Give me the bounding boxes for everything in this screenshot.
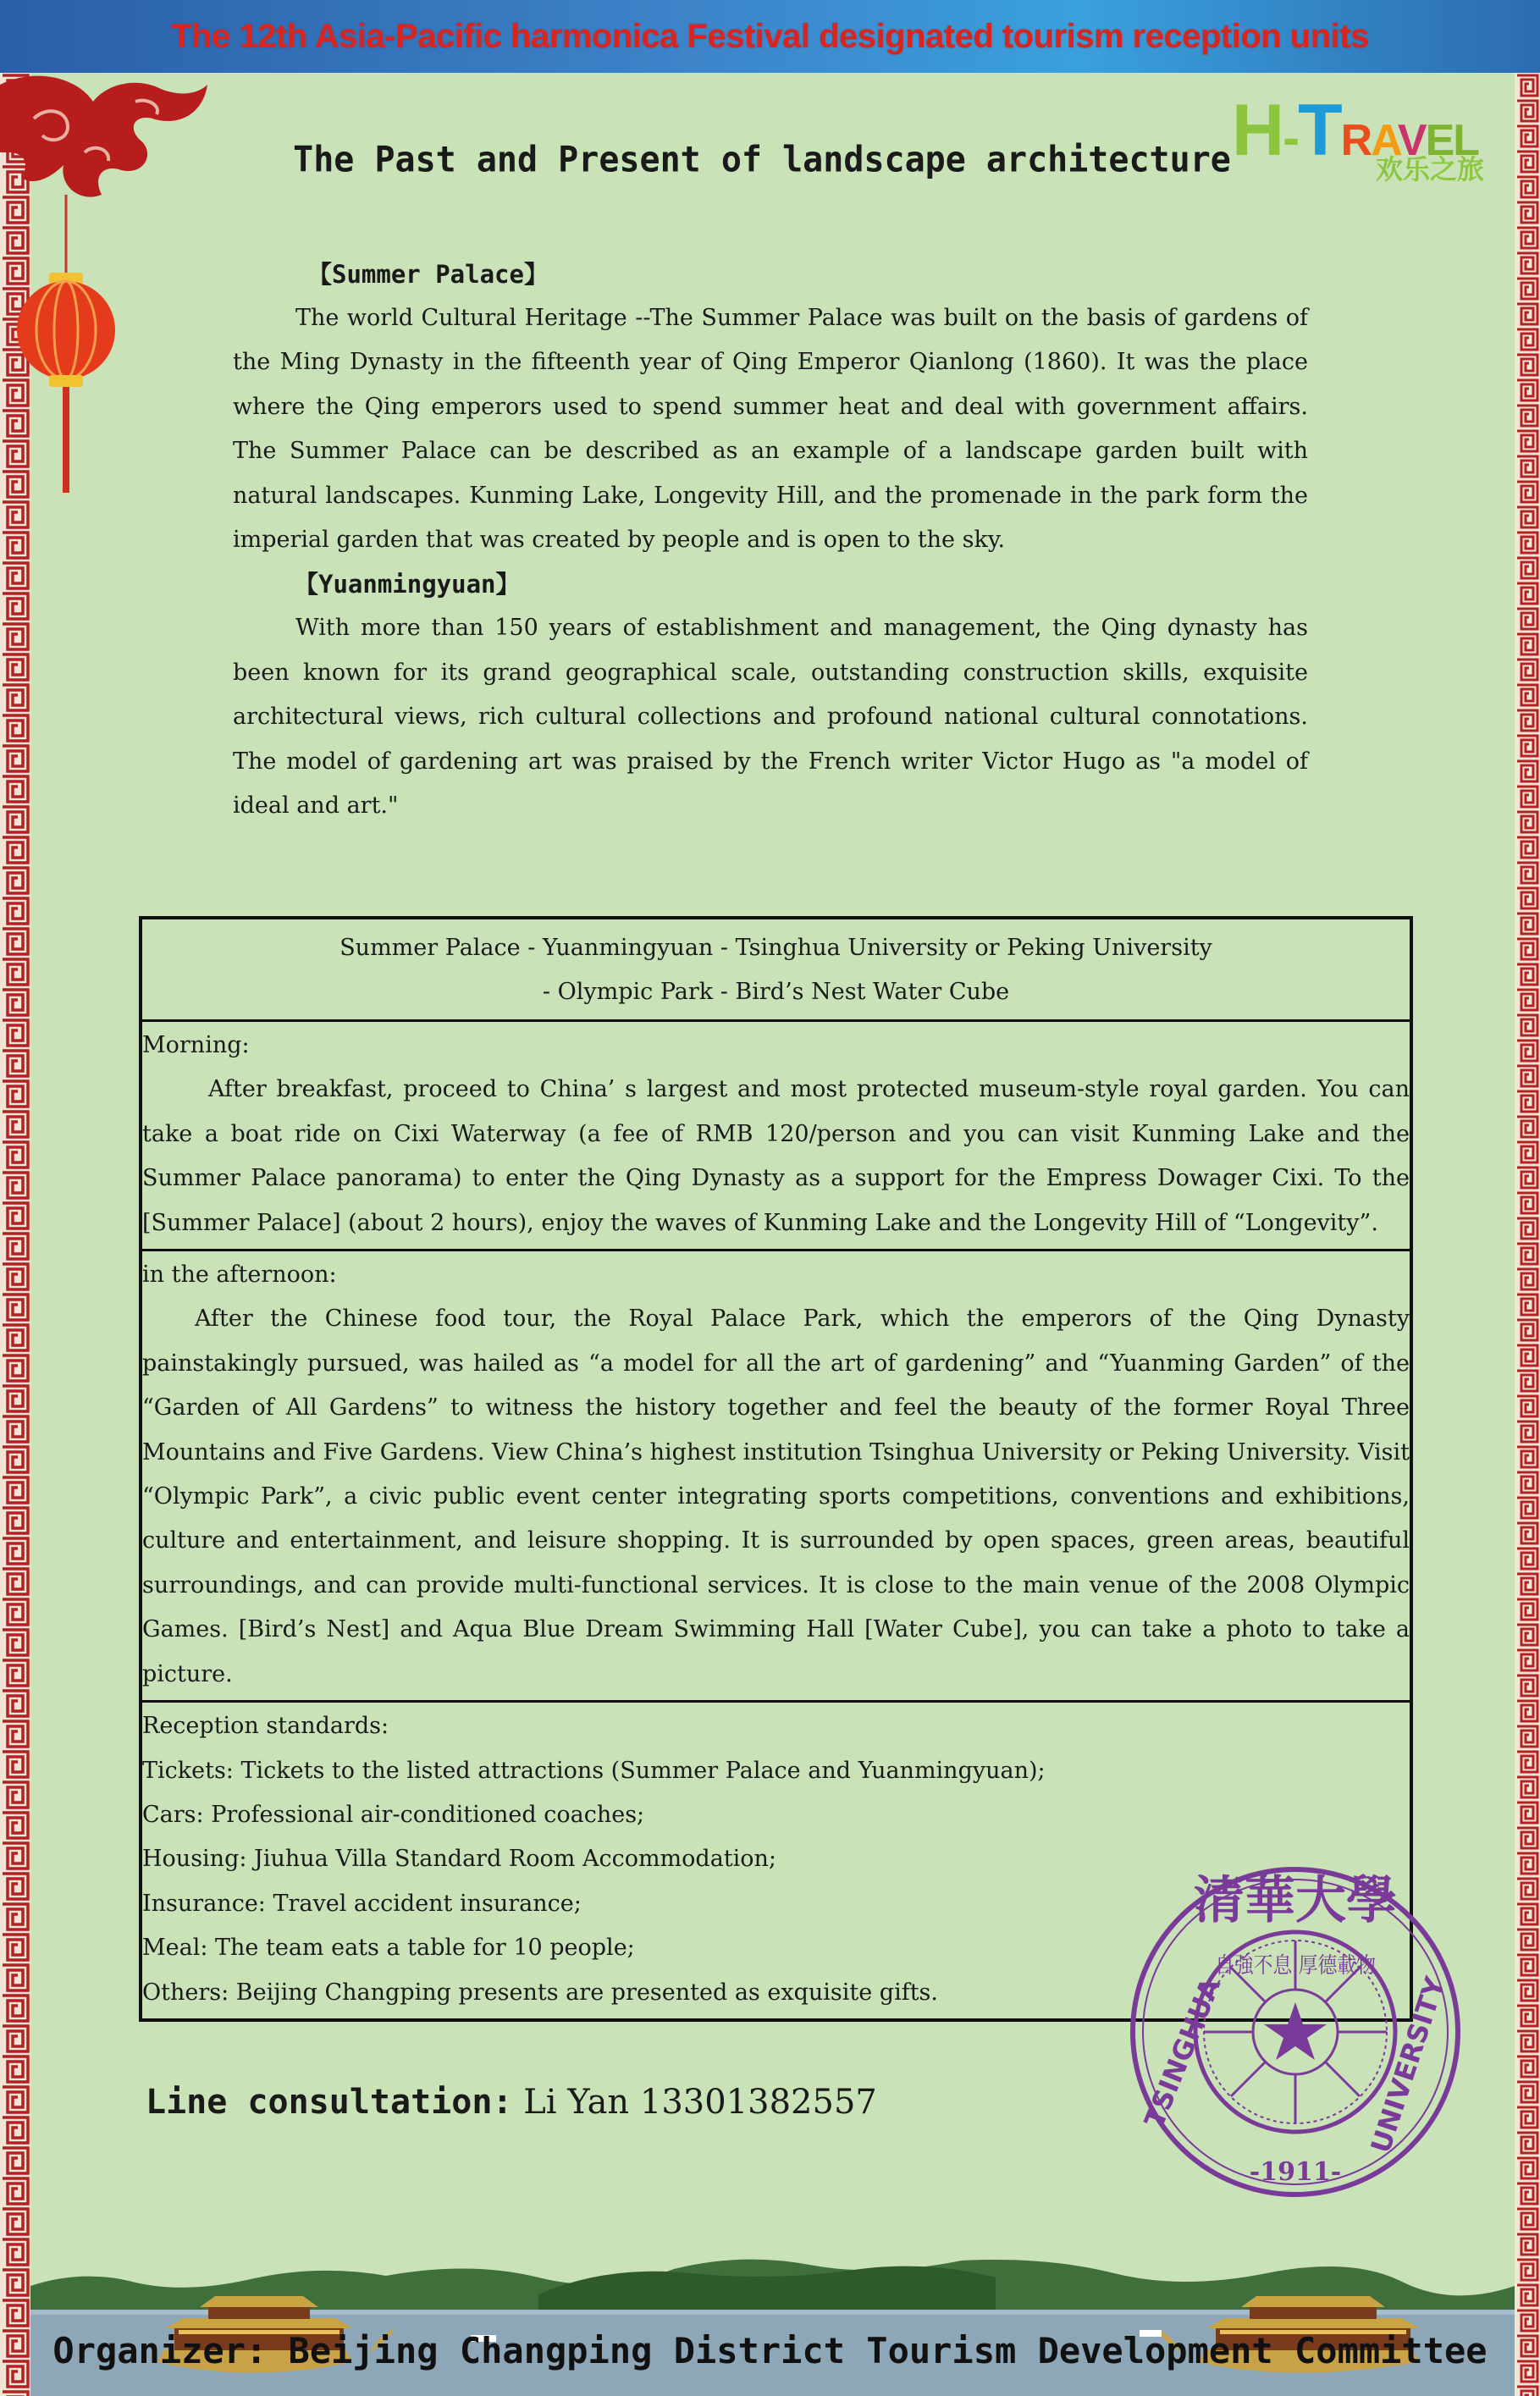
red-lantern <box>15 195 125 503</box>
afternoon-label: in the afternoon: <box>142 1261 337 1289</box>
standard-insurance: Insurance: Travel accident insurance; <box>142 1890 582 1917</box>
seal-left-text: TSINGHUA <box>1138 1973 1228 2132</box>
morning-row <box>142 1019 1410 1249</box>
section-body-yuanmingyuan: With more than 150 years of establishment and management, the Qing dynasty has been known for its grand geographical scale, outstanding construction skills, exquisite architectural views, rich cultural collections and profound national cultural connotations. The model of gardening art was praised by the French writer Victor Hugo as "a model of ideal and art." <box>233 615 1308 820</box>
page-title: The Past and Present of landscape architecture <box>293 139 1231 181</box>
tsinghua-university-seal <box>1126 1850 1465 2226</box>
standard-cars: Cars: Professional air-conditioned coaches; <box>142 1801 645 1828</box>
organizer-footer: Organizer: Beijing Changping District Tourism Development Committee <box>52 2330 1488 2371</box>
route-line-1: Summer Palace - Yuanmingyuan - Tsinghua University or Peking University <box>339 935 1212 961</box>
seal-right-text: UNIVERSITY <box>1364 1973 1452 2157</box>
logo-subtitle: 欢乐之旅 <box>1376 153 1485 185</box>
section-body-summer-palace: The world Cultural Heritage --The Summer Palace was built on the basis of gardens of the Ming Dynasty in the fifteenth year of Qing Emperor Qianlong (1860). It was the place where the Qing emperors used to spend summer heat and deal with government affairs. The Summer Palace can be described as an example of a landscape garden built with natural landscapes. Kunming Lake, Longevity Hill, and the promenade in the park form the imperial garden that was created by people and is open to the sky. <box>233 305 1308 554</box>
morning-text: After breakfast, proceed to China’ s largest and most protected museum-style royal garden. You can take a boat ride on Cixi Waterway (a fee of RMB 120/person and you can visit Kunming Lake and the Summer Palace panorama) to enter the Qing Dynasty as a support for the Empress Dowager Cixi. To the [Summer Palace] (about 2 hours), enjoy the waves of Kunming Lake and the Longevity Hill of “Longevity”. <box>142 1076 1410 1236</box>
section-heading-yuanmingyuan: 【Yuanmingyuan】 <box>294 570 521 599</box>
route-row <box>142 919 1410 1019</box>
standard-housing: Housing: Jiuhua Villa Standard Room Accommodation; <box>142 1846 777 1873</box>
right-fret-border <box>1515 73 1540 2396</box>
route-line-2: - Olympic Park - Bird’s Nest Water Cube <box>542 979 1010 1005</box>
standards-label: Reception standards: <box>142 1713 389 1740</box>
intro-sections <box>233 252 1308 828</box>
logo-wordmark: H-TRAVEL <box>1232 90 1479 171</box>
standard-tickets: Tickets: Tickets to the listed attractions (Summer Palace and Yuanmingyuan); <box>142 1757 1046 1784</box>
lake-scene-image <box>30 2235 1515 2396</box>
afternoon-row <box>142 1249 1410 1700</box>
line-consultation <box>146 2083 877 2122</box>
consultation-label: Line consultation: <box>146 2083 513 2122</box>
consultation-contact: Li Yan 13301382557 <box>512 2083 877 2122</box>
seal-inner-motto: 自強不息 厚德載物 <box>1215 1953 1376 1979</box>
standard-meal: Meal: The team eats a table for 10 people; <box>142 1935 635 1962</box>
section-heading-summer-palace: 【Summer Palace】 <box>307 260 549 289</box>
morning-label: Morning: <box>142 1032 250 1058</box>
standard-others: Others: Beijing Changping presents are presented as exquisite gifts. <box>142 1979 938 2006</box>
seal-year: -1911- <box>1249 2157 1342 2187</box>
afternoon-text: After the Chinese food tour, the Royal Palace Park, which the emperors of the Qing Dynasty painstakingly pursued, was hailed as “a model for all the art of gardening” and “Yuanming Garden” of the “Garden of All Gardens” to witness the history together and feel the beauty of the former Royal Three Mountains and Five Gardens. View China’s highest institution Tsinghua University or Peking University. Visit “Olympic Park”, a civic public event center integrating sports competitions, conventions and exhibitions, culture and entertainment, and leisure shopping. It is surrounded by open spaces, green areas, beautiful surroundings, and can provide multi-functional services. It is close to the main venue of the 2008 Olympic Games. [Bird’s Nest] and Aqua Blue Dream Swimming Hall [Water Cube], you can take a photo to take a picture. <box>142 1306 1410 1687</box>
banner-title: The 12th Asia-Pacific harmonica Festival designated tourism reception units <box>171 17 1369 55</box>
seal-top-text: 清華大學 <box>1194 1871 1397 1930</box>
header-banner <box>0 0 1540 73</box>
